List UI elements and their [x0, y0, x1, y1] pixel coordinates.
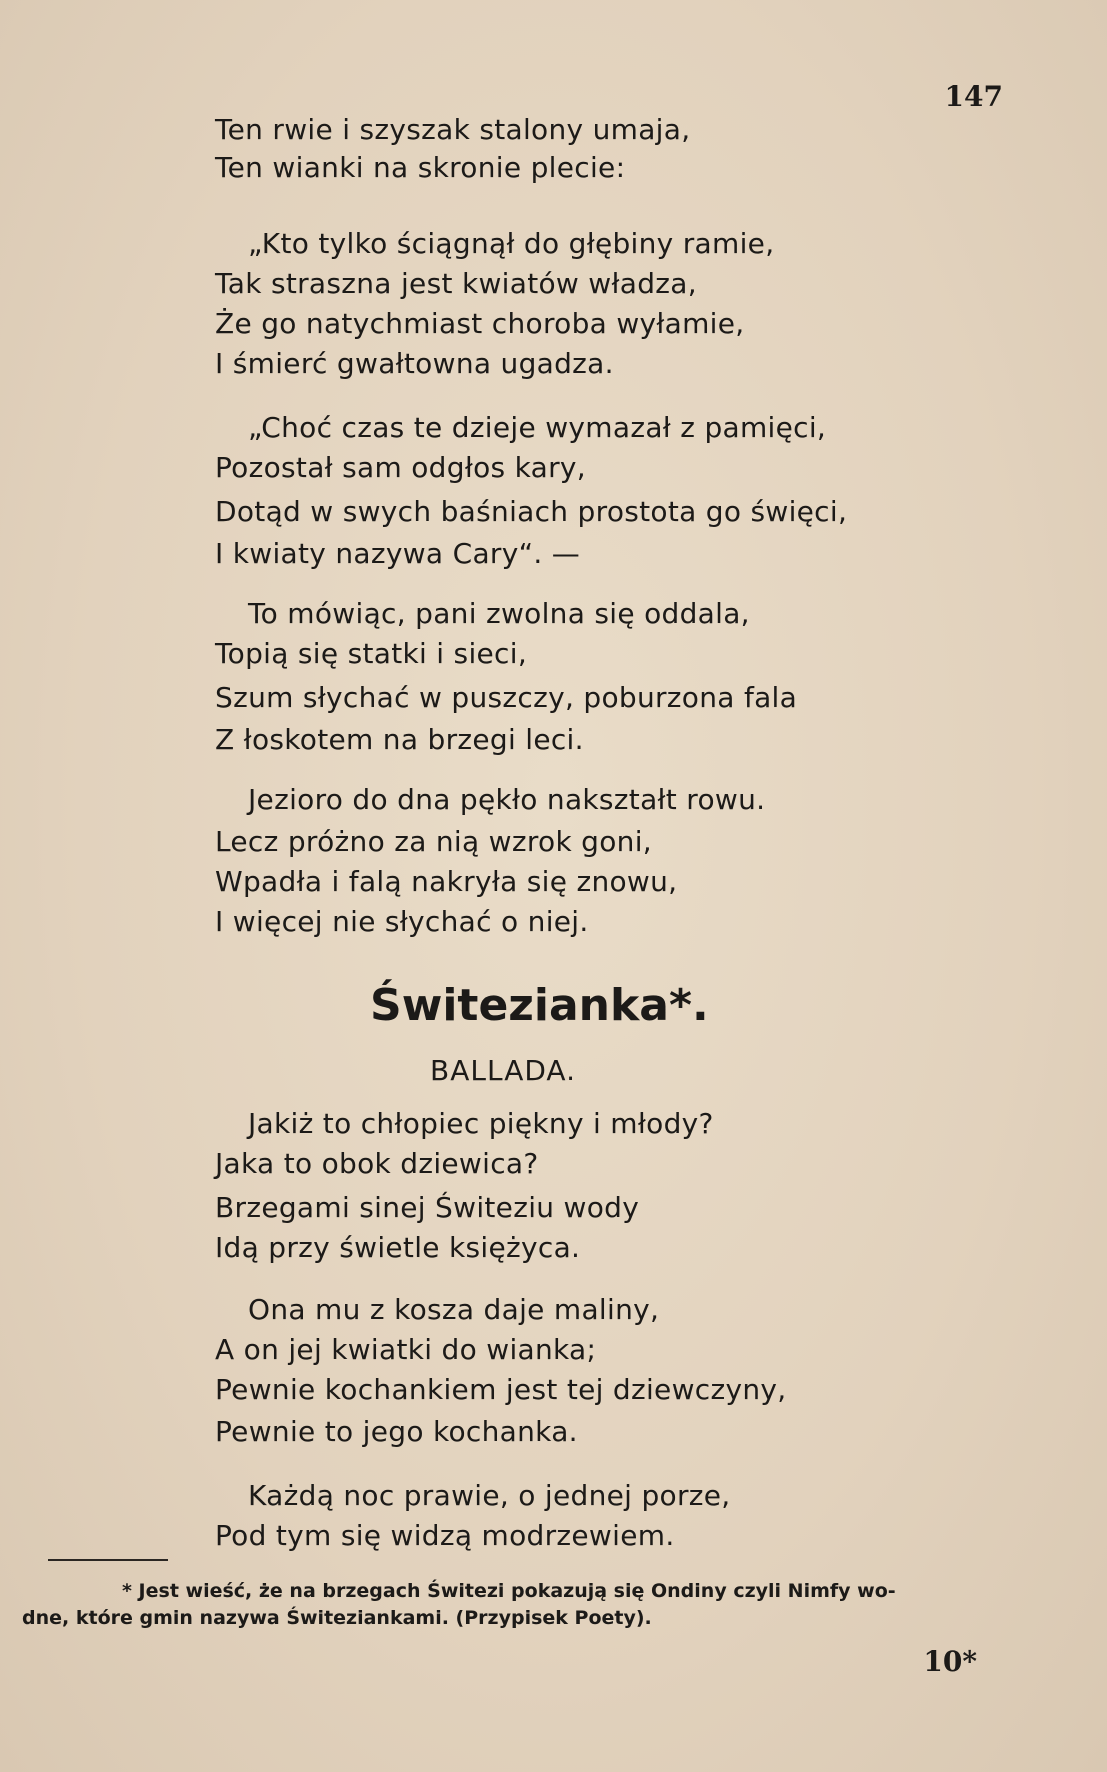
verse-line: Z łoskotem na brzegi leci.	[215, 723, 584, 756]
verse-line: A on jej kwiatki do wianka;	[215, 1333, 597, 1366]
verse-line: I więcej nie słychać o niej.	[215, 905, 589, 938]
verse-line: I kwiaty nazywa Cary“. —	[215, 537, 581, 570]
verse-line: Ten rwie i szyszak stalony umaja,	[215, 113, 691, 146]
verse-line: I śmierć gwałtowna ugadza.	[215, 347, 614, 380]
verse-line: Pod tym się widzą modrzewiem.	[215, 1519, 675, 1552]
verse-line: Ona mu z kosza daje maliny,	[248, 1293, 660, 1326]
page-number: 147	[944, 80, 1003, 113]
footnote-line: dne, które gmin nazywa Świteziankami. (Przypisek Poety).	[22, 1607, 652, 1629]
verse-line: Że go natychmiast choroba wyłamie,	[215, 307, 745, 340]
verse-line: Pewnie kochankiem jest tej dziewczyny,	[215, 1373, 787, 1406]
verse-line: Jakiż to chłopiec piękny i młody?	[248, 1107, 714, 1140]
verse-line: Topią się statki i sieci,	[215, 637, 528, 670]
verse-line: Pewnie to jego kochanka.	[215, 1415, 578, 1448]
poem-subtitle: BALLADA.	[430, 1054, 576, 1087]
signature-mark: 10*	[923, 1645, 977, 1678]
verse-line: Każdą noc prawie, o jednej porze,	[248, 1479, 731, 1512]
verse-line: „Kto tylko ściągnął do głębiny ramie,	[248, 227, 775, 260]
footnote-divider	[48, 1559, 168, 1561]
verse-line: Tak straszna jest kwiatów władza,	[215, 267, 697, 300]
verse-line: Jezioro do dna pękło nakształt rowu.	[248, 783, 766, 816]
footnote	[22, 1578, 1022, 1632]
verse-line: Dotąd w swych baśniach prostota go święci,	[215, 495, 848, 528]
verse-line: Jaka to obok dziewica?	[215, 1147, 539, 1180]
verse-line: Lecz próżno za nią wzrok goni,	[215, 825, 653, 858]
verse-line: Pozostał sam odgłos kary,	[215, 451, 586, 484]
footnote-line: * Jest wieść, że na brzegach Świtezi pokazują się Ondiny czyli Nimfy wo-	[122, 1580, 896, 1602]
verse-line: Ten wianki na skronie plecie:	[215, 151, 626, 184]
verse-line: Szum słychać w puszczy, poburzona fala	[215, 681, 798, 714]
verse-line: „Choć czas te dzieje wymazał z pamięci,	[248, 411, 827, 444]
verse-line: Wpadła i falą nakryła się znowu,	[215, 865, 678, 898]
verse-line: To mówiąc, pani zwolna się oddala,	[248, 597, 750, 630]
poem-title: Świtezianka*.	[370, 980, 709, 1031]
verse-line: Idą przy świetle księżyca.	[215, 1231, 581, 1264]
verse-line: Brzegami sinej Świteziu wody	[215, 1191, 640, 1224]
